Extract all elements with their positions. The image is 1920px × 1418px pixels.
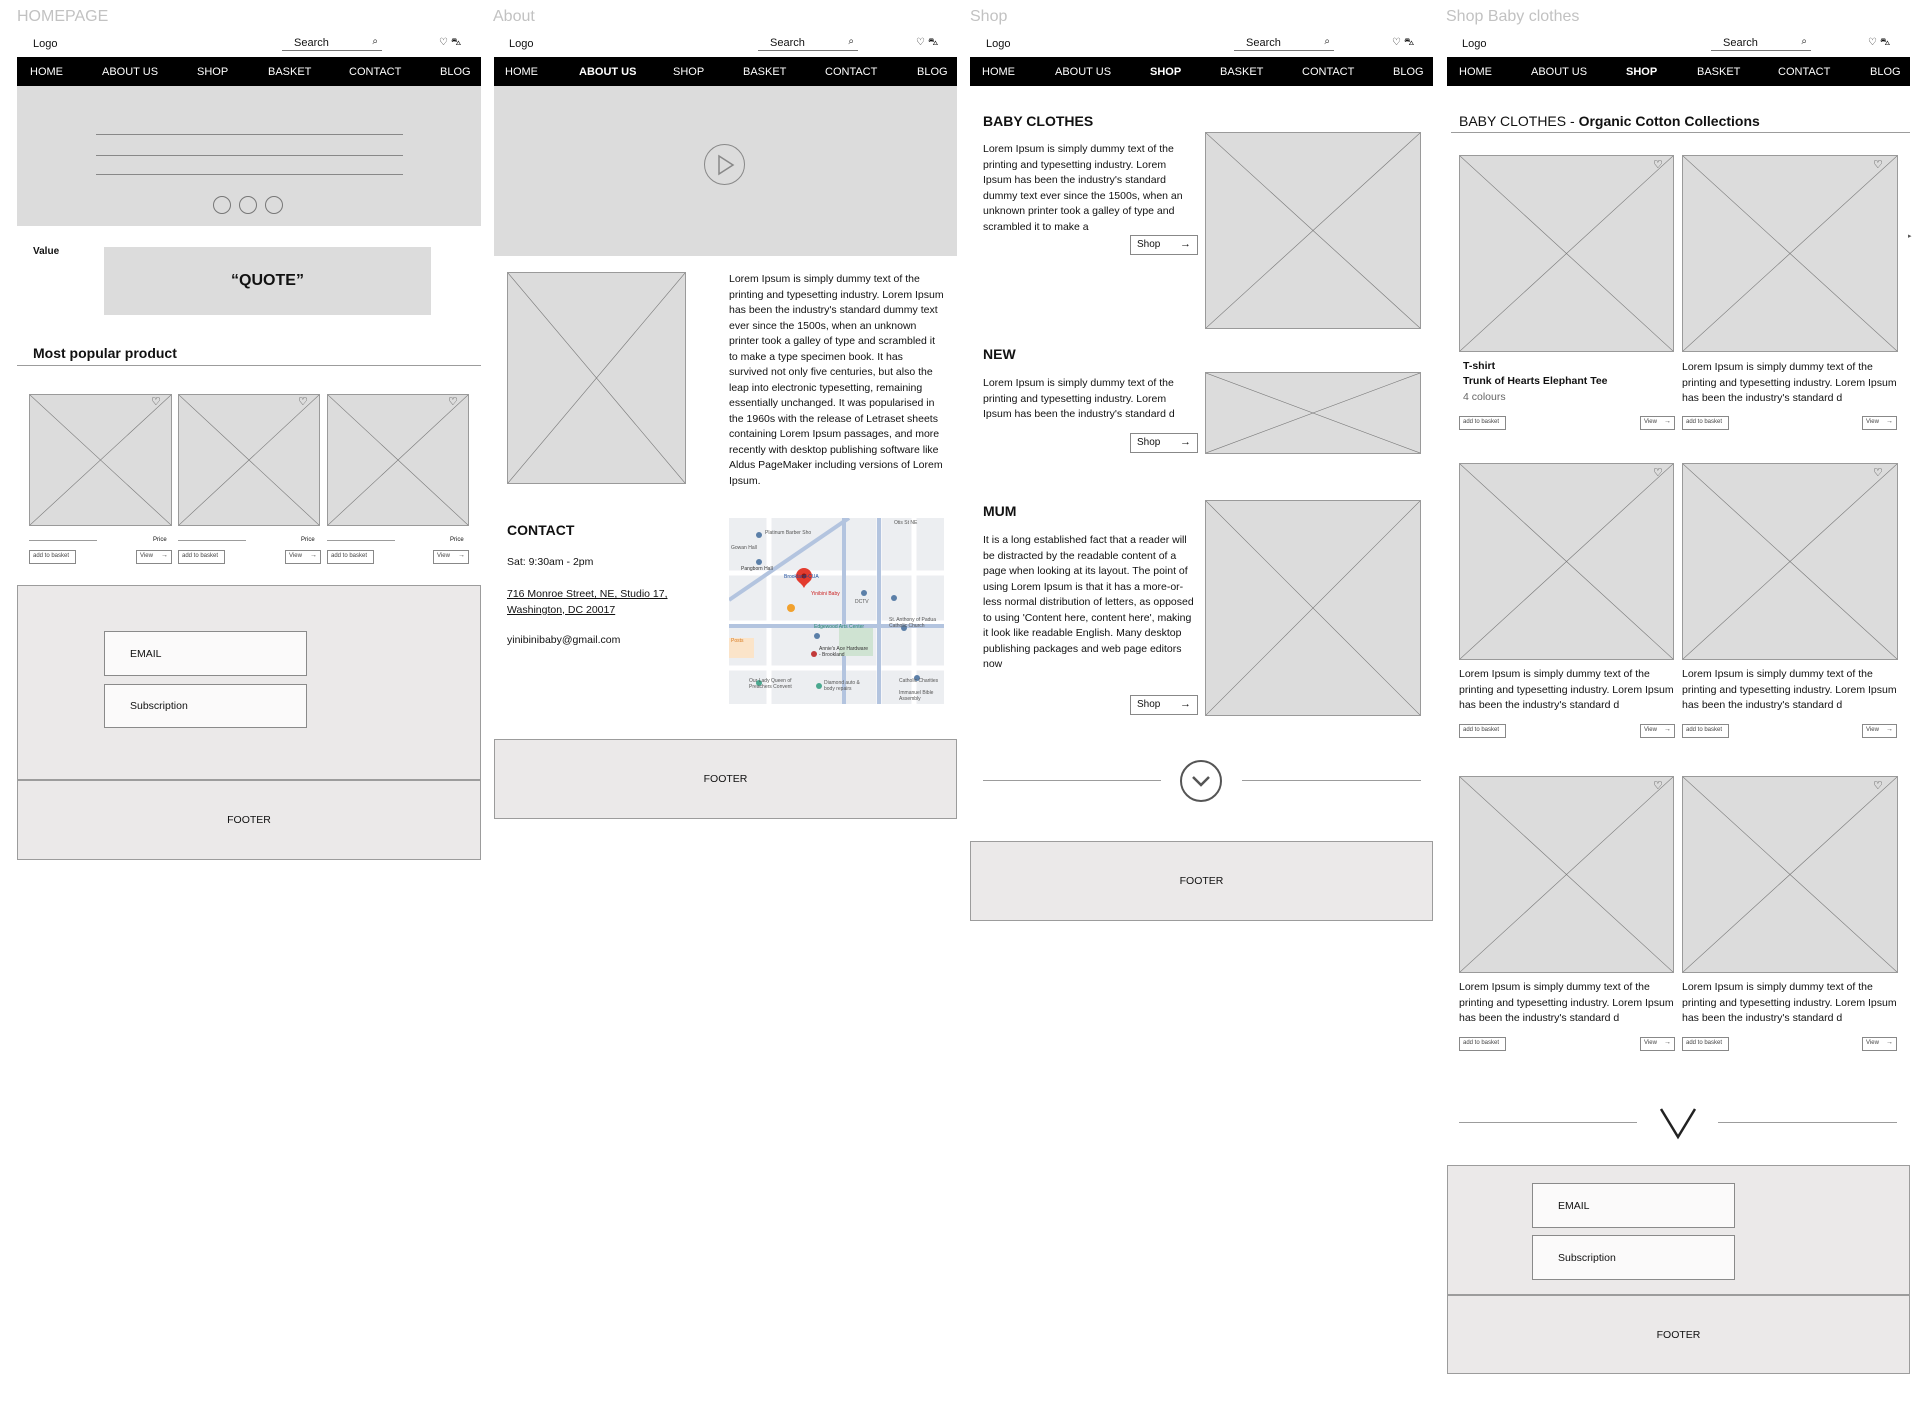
product-description: Lorem Ipsum is simply dummy text of the printing and typesetting industry. Lorem Ipsum has been the industry's standard d: [1459, 981, 1674, 1024]
product-image-placeholder[interactable]: [327, 394, 469, 526]
arrow-right-icon: →: [1664, 726, 1671, 733]
view-button[interactable]: [285, 550, 321, 564]
video-banner[interactable]: [494, 86, 957, 256]
divider: [983, 780, 1161, 781]
nav-shop[interactable]: SHOP: [197, 66, 229, 78]
map-label: Posts: [731, 638, 744, 644]
shop-button[interactable]: [1130, 695, 1198, 715]
heart-icon[interactable]: ♡: [1653, 467, 1663, 479]
product-image-placeholder[interactable]: [1682, 776, 1898, 973]
nav-basket[interactable]: BASKET: [1220, 66, 1264, 78]
map-label: Gowan Hall: [731, 545, 757, 551]
product-description: Lorem Ipsum is simply dummy text of the printing and typesetting industry. Lorem Ipsum has been the industry's standard d: [1682, 981, 1897, 1024]
nav-basket[interactable]: BASKET: [743, 66, 787, 78]
add-to-basket-button[interactable]: add to basket: [1459, 1037, 1506, 1051]
arrow-right-icon: →: [1664, 418, 1671, 425]
arrow-right-icon: →: [310, 552, 317, 559]
arrow-right-icon: →: [1886, 418, 1893, 425]
view-button[interactable]: [136, 550, 172, 564]
search-icon[interactable]: ⌕: [848, 36, 854, 47]
divider: [1242, 780, 1421, 781]
search-icon[interactable]: ⌕: [372, 36, 378, 47]
footer-label: FOOTER: [1656, 1328, 1701, 1341]
map-label: Annie's Ace Hardware - Brookland: [819, 646, 869, 658]
product-colours: 4 colours: [1463, 391, 1506, 403]
nav-shop[interactable]: SHOP: [1626, 66, 1658, 78]
nav-home[interactable]: HOME: [505, 66, 538, 78]
search-input[interactable]: [282, 37, 382, 51]
nav-contact[interactable]: CONTACT: [1302, 66, 1355, 78]
arrow-right-icon: →: [161, 552, 168, 559]
view-button[interactable]: [1862, 416, 1897, 430]
logo[interactable]: Logo: [509, 38, 534, 50]
search-placeholder: Search: [770, 37, 805, 49]
subscribe-section: [17, 585, 481, 780]
product-image-placeholder[interactable]: [1459, 776, 1674, 973]
heart-icon[interactable]: ♡: [916, 37, 928, 48]
nav-blog[interactable]: BLOG: [917, 66, 948, 78]
chevron-down-icon[interactable]: [1658, 1105, 1698, 1141]
footer-label: FOOTER: [703, 773, 748, 785]
nav-home[interactable]: HOME: [1459, 66, 1492, 78]
view-label: View: [289, 553, 302, 559]
heart-icon[interactable]: ♡: [1653, 780, 1663, 792]
map-label: St. Anthony of Padua Catholic Church: [889, 617, 936, 629]
price-label: Price: [153, 537, 167, 543]
email-placeholder: EMAIL: [1558, 1199, 1590, 1212]
view-label: View: [140, 553, 153, 559]
footer-label: FOOTER: [1179, 875, 1224, 887]
name-line: [178, 540, 246, 541]
map-label: Otis St NE: [894, 520, 918, 526]
section-image-placeholder[interactable]: [1205, 500, 1421, 716]
page-title-bold: Organic Cotton Collections: [1578, 113, 1760, 129]
arrow-right-icon: →: [1180, 698, 1191, 710]
heart-icon[interactable]: ♡: [439, 37, 451, 48]
divider: [1451, 132, 1910, 133]
map-label: Immanuel Bible Assembly: [899, 690, 934, 702]
shop-button-label: Shop: [1137, 699, 1161, 710]
nav-bar-home: [17, 57, 481, 86]
logo[interactable]: Logo: [986, 38, 1011, 50]
divider: [1718, 1122, 1897, 1123]
nav-contact[interactable]: CONTACT: [825, 66, 878, 78]
quote-text: “QUOTE”: [231, 272, 304, 289]
search-placeholder: Search: [1723, 37, 1758, 49]
page-title-plain: BABY CLOTHES -: [1459, 113, 1579, 129]
subscription-button[interactable]: [1532, 1235, 1735, 1280]
search-input[interactable]: [1711, 37, 1811, 51]
nav-about[interactable]: ABOUT US: [579, 66, 637, 78]
product-image-placeholder[interactable]: [1682, 463, 1898, 660]
cart-icon[interactable]: ⛍: [1403, 37, 1418, 48]
quote-box: [104, 247, 431, 315]
logo[interactable]: Logo: [33, 38, 58, 50]
view-button[interactable]: [433, 550, 469, 564]
section-image-placeholder[interactable]: [1205, 132, 1421, 329]
carousel-dot[interactable]: [239, 196, 257, 214]
heart-icon[interactable]: ♡: [1873, 780, 1883, 792]
name-line: [327, 540, 395, 541]
nav-blog[interactable]: BLOG: [1870, 66, 1901, 78]
add-to-basket-button[interactable]: add to basket: [1682, 416, 1729, 430]
nav-basket[interactable]: BASKET: [268, 66, 312, 78]
nav-about[interactable]: ABOUT US: [1531, 66, 1588, 78]
section-title: BABY CLOTHES: [983, 113, 1094, 129]
carousel-dot[interactable]: [213, 196, 231, 214]
shop-button-label: Shop: [1137, 239, 1161, 250]
section-text: It is a long established fact that a reader will be distracted by the readable content of a page when looking at its layout. The point of using Lorem Ipsum is that it has a more-or-less normal distribution of letters, as opposed to using 'Content here, content here', making it look like readable English. Many desktop publishing packages and web page editors now: [983, 534, 1194, 670]
search-placeholder: Search: [294, 37, 329, 49]
search-placeholder: Search: [1246, 37, 1281, 49]
price-label: Price: [450, 537, 464, 543]
view-label: View: [1644, 1040, 1657, 1046]
view-button[interactable]: [1862, 1037, 1897, 1051]
email-placeholder: EMAIL: [130, 647, 162, 660]
add-to-basket-button[interactable]: add to basket: [1459, 416, 1506, 430]
heart-icon[interactable]: ♡: [1392, 37, 1404, 48]
nav-basket[interactable]: BASKET: [1697, 66, 1741, 78]
subscription-label: Subscription: [1558, 1251, 1616, 1264]
chevron-down-icon[interactable]: [1180, 760, 1222, 802]
add-to-basket-button[interactable]: add to basket: [178, 550, 225, 564]
nav-about[interactable]: ABOUT US: [102, 66, 159, 78]
add-to-basket-button[interactable]: add to basket: [1459, 724, 1506, 738]
frame-title-shop: Shop: [970, 8, 1008, 25]
search-input[interactable]: [1234, 37, 1334, 51]
map-label: Our Lady Queen of Preachers Convent: [749, 678, 792, 690]
email-field[interactable]: [1532, 1183, 1735, 1228]
header-icons: [916, 37, 941, 50]
shop-button-label: Shop: [1137, 437, 1161, 448]
nav-bar-about: [494, 57, 957, 86]
view-label: View: [1644, 727, 1657, 733]
nav-shop[interactable]: SHOP: [1150, 66, 1182, 78]
nav-contact[interactable]: CONTACT: [349, 66, 402, 78]
divider: [1459, 1122, 1637, 1123]
add-to-basket-button[interactable]: add to basket: [1682, 724, 1729, 738]
footer: [970, 841, 1433, 921]
arrow-right-icon: →: [1180, 238, 1191, 250]
hero-line: [96, 134, 403, 135]
price-label: Price: [301, 537, 315, 543]
frame-title-homepage: HOMEPAGE: [17, 8, 109, 25]
heart-icon[interactable]: ♡: [448, 396, 458, 408]
divider: [17, 365, 481, 366]
section-title: Most popular product: [33, 345, 177, 361]
heart-icon[interactable]: ♡: [1868, 37, 1880, 48]
product-image-placeholder[interactable]: [178, 394, 320, 526]
product-type: T-shirt: [1463, 360, 1496, 372]
product-name[interactable]: Trunk of Hearts Elephant Tee: [1463, 375, 1608, 387]
add-to-basket-button[interactable]: add to basket: [327, 550, 374, 564]
nav-blog[interactable]: BLOG: [1393, 66, 1424, 78]
nav-home[interactable]: HOME: [30, 66, 63, 78]
about-paragraph: Lorem Ipsum is simply dummy text of the printing and typesetting industry. Lorem Ipsum has been the industry's standard dummy text ever since the 1500s, when an unknown printer took a galley of type and scrambled it to make a type specimen book. It has survived not only five centuries, but also the leap into electronic typesetting, remaining essentially unchanged. It was popularised in the 1960s with the release of Letraset sheets containing Lorem Ipsum passages, and more recently with desktop publishing software like Aldus PageMaker including versions of Lorem Ipsum.: [729, 273, 944, 487]
view-label: View: [1866, 727, 1879, 733]
view-label: View: [1644, 419, 1657, 425]
logo[interactable]: Logo: [1462, 38, 1487, 50]
cart-icon[interactable]: ⛍: [450, 37, 465, 48]
value-label: Value: [33, 246, 60, 257]
about-image-placeholder: [507, 272, 686, 484]
shop-button[interactable]: [1130, 433, 1198, 453]
nav-shop[interactable]: SHOP: [673, 66, 705, 78]
map-label: Brookland-CUA: [784, 574, 819, 580]
location-map[interactable]: [729, 518, 944, 704]
arrow-right-icon: →: [458, 552, 465, 559]
product-image-placeholder[interactable]: [1459, 155, 1674, 352]
footer: [1447, 1295, 1910, 1374]
search-input[interactable]: [758, 37, 858, 51]
footer: [17, 780, 481, 860]
contact-address[interactable]: 716 Monroe Street, NE, Studio 17, Washington, DC 20017: [507, 588, 668, 616]
heart-icon[interactable]: ♡: [1873, 159, 1883, 171]
section-title: NEW: [983, 346, 1016, 362]
scroll-marker: ▸: [1908, 233, 1912, 240]
header-icons: [1868, 37, 1893, 50]
nav-contact[interactable]: CONTACT: [1778, 66, 1831, 78]
frame-title-about: About: [493, 8, 535, 25]
heart-icon[interactable]: ♡: [298, 396, 308, 408]
email-field[interactable]: [104, 631, 307, 676]
play-icon[interactable]: [704, 144, 745, 185]
footer-label: FOOTER: [227, 814, 271, 826]
nav-blog[interactable]: BLOG: [440, 66, 471, 78]
map-label: Diamond auto & body repairs: [824, 680, 860, 692]
nav-bar-baby: [1447, 57, 1910, 86]
name-line: [29, 540, 97, 541]
subscription-button[interactable]: [104, 684, 307, 728]
view-label: View: [1866, 419, 1879, 425]
view-button[interactable]: [1862, 724, 1897, 738]
arrow-right-icon: →: [1664, 1039, 1671, 1046]
map-label: Pangborn Hall: [741, 566, 773, 572]
view-label: View: [1866, 1040, 1879, 1046]
map-label: Yinibini Baby: [811, 591, 840, 597]
section-text: Lorem Ipsum is simply dummy text of the printing and typesetting industry. Lorem Ipsum has been the industry's standard d: [983, 377, 1175, 420]
heart-icon[interactable]: ♡: [151, 396, 161, 408]
add-to-basket-button[interactable]: add to basket: [1682, 1037, 1729, 1051]
map-label: DCTV: [855, 599, 869, 605]
search-icon[interactable]: ⌕: [1801, 36, 1807, 47]
carousel-dot[interactable]: [265, 196, 283, 214]
view-label: View: [437, 553, 450, 559]
cart-icon[interactable]: ⛍: [1879, 37, 1894, 48]
product-description: Lorem Ipsum is simply dummy text of the printing and typesetting industry. Lorem Ipsum has been the industry's standard d: [1459, 668, 1674, 711]
view-button[interactable]: [1640, 416, 1675, 430]
product-description: Lorem Ipsum is simply dummy text of the printing and typesetting industry. Lorem Ipsum has been the industry's standard d: [1682, 361, 1897, 404]
search-icon[interactable]: ⌕: [1324, 36, 1330, 47]
contact-email[interactable]: yinibinibaby@gmail.com: [507, 634, 621, 646]
map-label: Catholic Charities: [899, 678, 939, 684]
section-image-placeholder[interactable]: [1205, 372, 1421, 454]
hero-line: [96, 174, 403, 175]
shop-button[interactable]: [1130, 235, 1198, 255]
footer: [494, 739, 957, 819]
header-icons: [439, 37, 464, 50]
arrow-right-icon: →: [1886, 1039, 1893, 1046]
heart-icon[interactable]: ♡: [1653, 159, 1663, 171]
map-label: Platinum Barber Sho: [765, 530, 812, 536]
hero-carousel[interactable]: [17, 86, 481, 226]
nav-about[interactable]: ABOUT US: [1055, 66, 1112, 78]
nav-home[interactable]: HOME: [982, 66, 1015, 78]
view-button[interactable]: [1640, 1037, 1675, 1051]
hero-line: [96, 155, 403, 156]
page-title: [1459, 113, 1760, 129]
heart-icon[interactable]: ♡: [1873, 467, 1883, 479]
arrow-right-icon: →: [1180, 436, 1191, 448]
section-title: MUM: [983, 503, 1017, 519]
product-image-placeholder[interactable]: [1459, 463, 1674, 660]
contact-hours: Sat: 9:30am - 2pm: [507, 556, 594, 568]
add-to-basket-button[interactable]: add to basket: [29, 550, 76, 564]
section-text: Lorem Ipsum is simply dummy text of the printing and typesetting industry. Lorem Ipsum has been the industry's standard dummy text ever since the 1500s, when an unknown printer took a galley of type and scrambled it to make a: [983, 143, 1183, 233]
nav-bar-shop: [970, 57, 1433, 86]
product-description: Lorem Ipsum is simply dummy text of the printing and typesetting industry. Lorem Ipsum has been the industry's standard d: [1682, 668, 1897, 711]
arrow-right-icon: →: [1886, 726, 1893, 733]
product-image-placeholder[interactable]: [1682, 155, 1898, 352]
frame-title-shop-baby: Shop Baby clothes: [1446, 8, 1580, 25]
map-label: Edgewood Arts Center: [814, 624, 865, 630]
contact-title: CONTACT: [507, 522, 575, 538]
cart-icon[interactable]: ⛍: [927, 37, 942, 48]
product-image-placeholder[interactable]: [29, 394, 172, 526]
subscription-label: Subscription: [130, 700, 188, 712]
header-icons: [1392, 37, 1417, 50]
view-button[interactable]: [1640, 724, 1675, 738]
